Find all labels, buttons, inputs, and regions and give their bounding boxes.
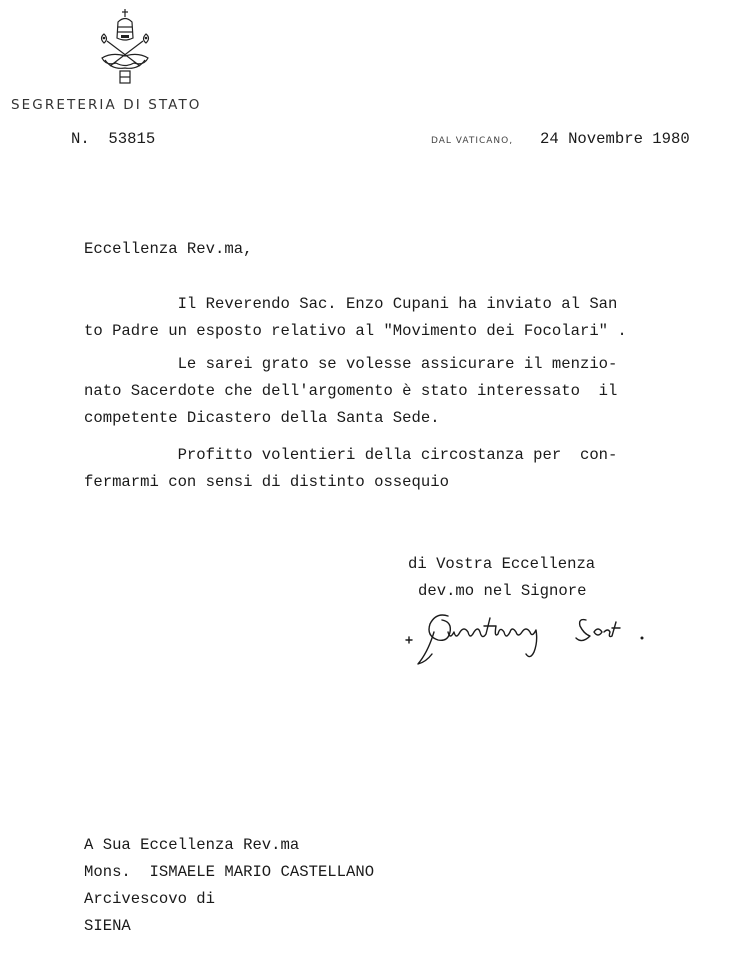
coat-of-arms-icon <box>92 8 158 88</box>
signature <box>398 602 668 672</box>
salutation: Eccellenza Rev.ma, <box>84 240 253 258</box>
closing-line: dev.mo nel Signore <box>418 582 587 600</box>
addressee-line: Mons. ISMAELE MARIO CASTELLANO <box>84 863 375 881</box>
letter-date: 24 Novembre 1980 <box>540 130 690 148</box>
body-line: Profitto volentieri della circostanza per con- <box>84 446 618 464</box>
place-label: DAL VATICANO, <box>431 136 514 146</box>
addressee-line: Arcivescovo di <box>84 890 216 908</box>
addressee-city: SIENA <box>84 917 131 935</box>
addressee-line: A Sua Eccellenza Rev.ma <box>84 836 300 854</box>
body-line: nato Sacerdote che dell'argomento è stato interessato il <box>84 382 618 400</box>
office-name: SEGRETERIA DI STATO <box>11 97 202 113</box>
body-line: to Padre un esposto relativo al "Movimento dei Focolari" . <box>84 322 627 340</box>
body-line: Il Reverendo Sac. Enzo Cupani ha inviato al San <box>84 295 618 313</box>
protocol-number: N. 53815 <box>71 130 156 148</box>
closing-line: di Vostra Eccellenza <box>408 555 596 573</box>
body-line: fermarmi con sensi di distinto ossequio <box>84 473 449 491</box>
body-line: competente Dicastero della Santa Sede. <box>84 409 440 427</box>
body-line: Le sarei grato se volesse assicurare il menzio- <box>84 355 618 373</box>
